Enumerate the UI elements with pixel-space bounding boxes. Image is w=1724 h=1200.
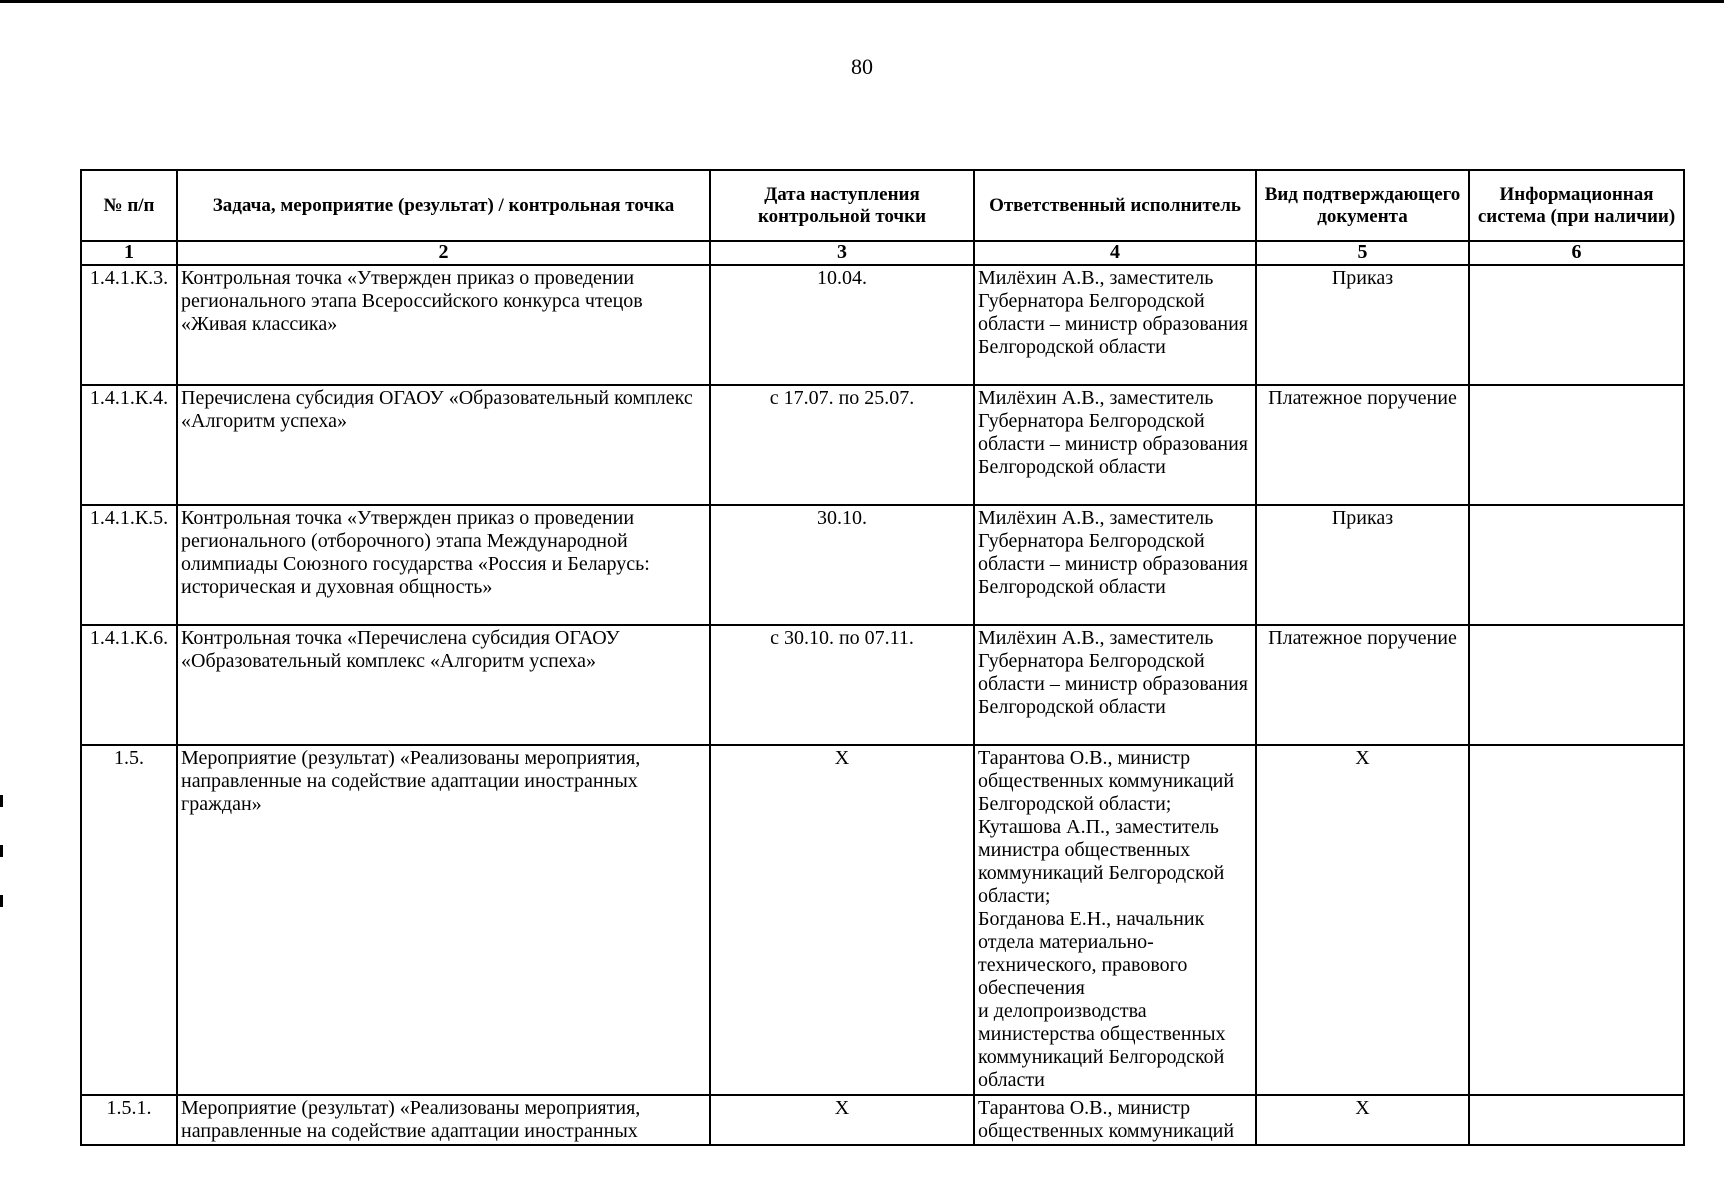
column-number: 2 bbox=[177, 241, 710, 265]
row-date: 30.10. bbox=[710, 505, 974, 625]
row-executor: Милёхин А.В., заместитель Губернатора Белгородской области – министр образования Белгородской области bbox=[974, 505, 1256, 625]
row-executor: Милёхин А.В., заместитель Губернатора Белгородской области – министр образования Белгородской области bbox=[974, 625, 1256, 745]
row-number: 1.4.1.К.4. bbox=[81, 385, 177, 505]
row-number: 1.4.1.К.6. bbox=[81, 625, 177, 745]
row-document-type: Платежное поручение bbox=[1256, 385, 1469, 505]
column-number: 5 bbox=[1256, 241, 1469, 265]
table-row bbox=[81, 385, 1684, 505]
page-number: 80 bbox=[851, 54, 873, 79]
table-row bbox=[81, 505, 1684, 625]
page-top-border bbox=[0, 0, 1724, 3]
column-number: 1 bbox=[81, 241, 177, 265]
row-task: Мероприятие (результат) «Реализованы мероприятия, направленные на содействие адаптации иностранных bbox=[177, 1095, 710, 1145]
row-task: Контрольная точка «Перечислена субсидия ОГАОУ «Образовательный комплекс «Алгоритм успеха» bbox=[177, 625, 710, 745]
header-document-type: Вид подтверждающего документа bbox=[1256, 170, 1469, 241]
table-row bbox=[81, 265, 1684, 385]
row-number: 1.4.1.К.3. bbox=[81, 265, 177, 385]
column-number: 6 bbox=[1469, 241, 1684, 265]
row-task: Мероприятие (результат) «Реализованы мероприятия, направленные на содействие адаптации иностранных граждан» bbox=[177, 745, 710, 1095]
row-number: 1.4.1.К.5. bbox=[81, 505, 177, 625]
table-header-row bbox=[81, 170, 1684, 241]
column-number: 4 bbox=[974, 241, 1256, 265]
row-info-system bbox=[1469, 265, 1684, 385]
row-info-system bbox=[1469, 505, 1684, 625]
row-info-system bbox=[1469, 745, 1684, 1095]
row-date: X bbox=[710, 745, 974, 1095]
margin-mark bbox=[0, 845, 3, 857]
row-executor: Тарантова О.В., министр общественных коммуникаций bbox=[974, 1095, 1256, 1145]
control-points-table bbox=[80, 169, 1685, 1146]
header-task: Задача, мероприятие (результат) / контрольная точка bbox=[177, 170, 710, 241]
row-document-type: Приказ bbox=[1256, 505, 1469, 625]
row-task: Контрольная точка «Утвержден приказ о проведении регионального этапа Всероссийского конкурса чтецов «Живая классика» bbox=[177, 265, 710, 385]
row-document-type: X bbox=[1256, 745, 1469, 1095]
row-info-system bbox=[1469, 1095, 1684, 1145]
table-row bbox=[81, 1095, 1684, 1145]
row-date: 10.04. bbox=[710, 265, 974, 385]
row-date: с 17.07. по 25.07. bbox=[710, 385, 974, 505]
row-task: Контрольная точка «Утвержден приказ о проведении регионального (отборочного) этапа Международной олимпиады Союзного государства «Россия и Беларусь: историческая и духовная общность» bbox=[177, 505, 710, 625]
row-document-type: Платежное поручение bbox=[1256, 625, 1469, 745]
margin-mark bbox=[0, 895, 3, 907]
executor-line: Богданова Е.Н., начальник отдела материально-технического, правового обеспечения bbox=[978, 908, 1205, 999]
executor-line: и делопроизводства министерства общественных коммуникаций Белгородской области bbox=[978, 1000, 1226, 1091]
row-date: с 30.10. по 07.11. bbox=[710, 625, 974, 745]
row-document-type: X bbox=[1256, 1095, 1469, 1145]
row-executor bbox=[974, 745, 1256, 1095]
column-number-row bbox=[81, 241, 1684, 265]
row-task: Перечислена субсидия ОГАОУ «Образовательный комплекс «Алгоритм успеха» bbox=[177, 385, 710, 505]
header-executor: Ответственный исполнитель bbox=[974, 170, 1256, 241]
table-row bbox=[81, 745, 1684, 1095]
row-document-type: Приказ bbox=[1256, 265, 1469, 385]
row-number: 1.5.1. bbox=[81, 1095, 177, 1145]
row-info-system bbox=[1469, 385, 1684, 505]
header-info-system: Информационная система (при наличии) bbox=[1469, 170, 1684, 241]
executor-line: Куташова А.П., заместитель министра общественных коммуникаций Белгородской области; bbox=[978, 816, 1225, 907]
column-number: 3 bbox=[710, 241, 974, 265]
row-date: X bbox=[710, 1095, 974, 1145]
row-info-system bbox=[1469, 625, 1684, 745]
header-number: № п/п bbox=[81, 170, 177, 241]
row-executor: Милёхин А.В., заместитель Губернатора Белгородской области – министр образования Белгородской области bbox=[974, 265, 1256, 385]
header-date: Дата наступления контрольной точки bbox=[710, 170, 974, 241]
row-number: 1.5. bbox=[81, 745, 177, 1095]
margin-mark bbox=[0, 795, 3, 807]
table-row bbox=[81, 625, 1684, 745]
executor-line: Тарантова О.В., министр общественных коммуникаций Белгородской области; bbox=[978, 747, 1235, 815]
row-executor: Милёхин А.В., заместитель Губернатора Белгородской области – министр образования Белгородской области bbox=[974, 385, 1256, 505]
